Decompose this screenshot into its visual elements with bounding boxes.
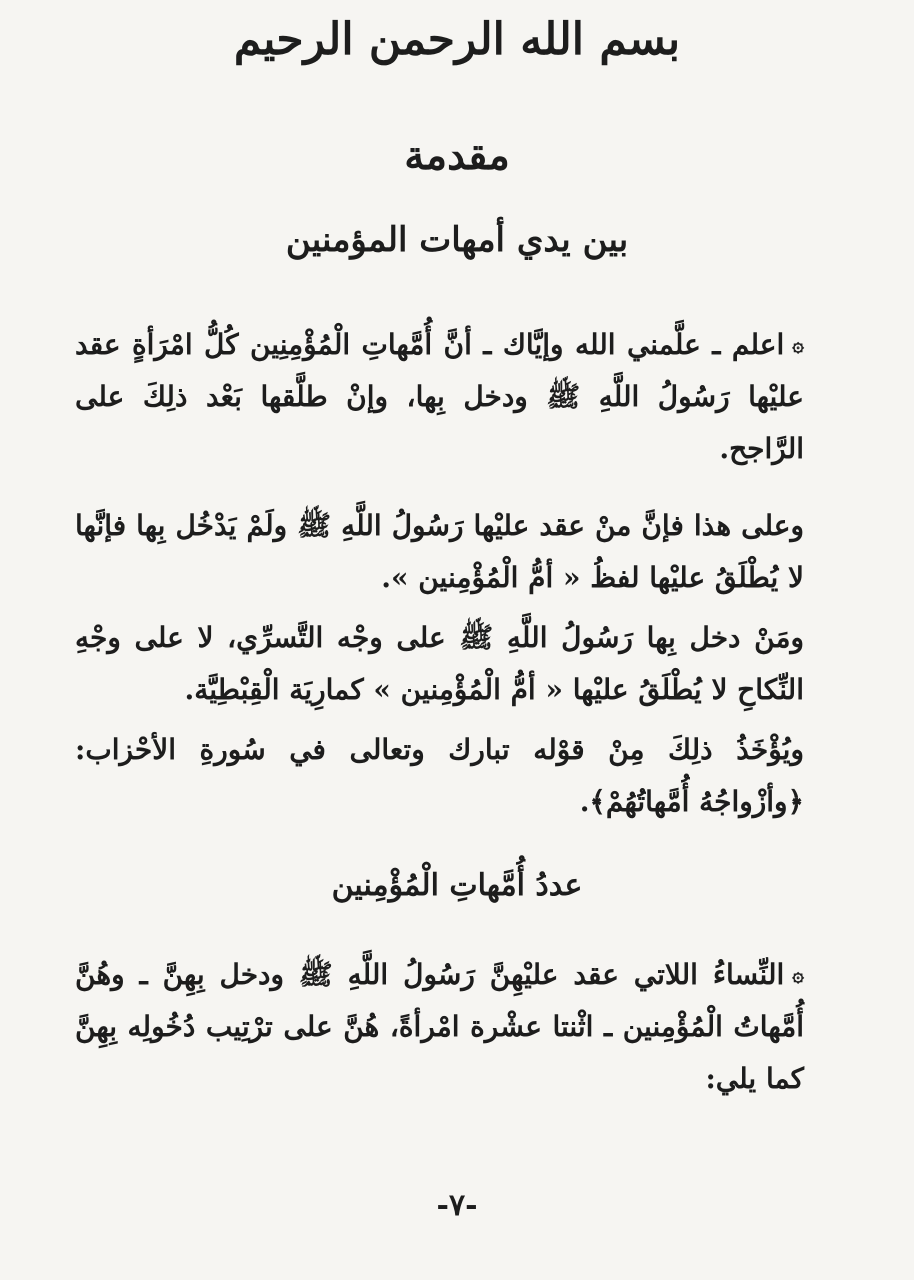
paragraph-count (75, 948, 804, 1105)
paragraph-quran-evidence: ويُؤْخَذُ ذلِكَ مِنْ قوْله تبارك وتعالى في سُورةِ الأحْزاب: ﴿وأزْواجُهُ أُمَّهاتُهُمْ﴾. (75, 733, 804, 818)
paragraph-marker-icon: ۞ (792, 962, 804, 986)
paragraph-text: اعلم ـ علَّمني الله وإيَّاك ـ أنَّ أُمَّهاتِ الْمُؤْمِنِين كُلُّ امْرَأةٍ عقد عليْها رَسُولُ اللَّهِ ﷺ ودخل بِها، وإنْ طلَّقها بَعْد ذلِكَ على الرَّاجح. (75, 328, 804, 465)
paragraph-concubine: ومَنْ دخل بِها رَسُولُ اللَّهِ ﷺ على وجْه التَّسرِّي، لا على وجْهِ النِّكاحِ لا يُطْلَقُ عليْها « أمُّ الْمُؤْمِنين » كمارِيَة الْقِبْطِيَّة. (75, 621, 804, 706)
introduction-title: مقدمة (404, 132, 510, 179)
section-title-number-of-mothers: عددُ أُمَّهاتِ الْمُؤْمِنين (331, 868, 583, 903)
section-title-mothers-of-believers: بين يدي أمهات المؤمنين (285, 220, 629, 260)
paragraph-marker-icon: ۞ (792, 332, 805, 356)
paragraph-definition (75, 318, 804, 475)
page-number: -٧- (436, 1188, 478, 1223)
paragraph-unconsummated: وعلى هذا فإنَّ منْ عقد عليْها رَسُولُ اللَّهِ ﷺ ولَمْ يَدْخُل بِها فإنَّها لا يُطْلَقُ عليْها لفظُ « أمُّ الْمُؤْمِنين ». (75, 509, 804, 594)
paragraph-text: النِّساءُ اللاتي عقد عليْهِنَّ رَسُولُ اللَّهِ ﷺ ودخل بِهِنَّ ـ وهُنَّ أُمَّهاتُ الْمُؤْمِنين ـ اثْنتا عشْرة امْرأةً، هُنَّ على ترْتِيب دُخُولِه بِهِنَّ كما يلي: (75, 958, 804, 1095)
basmala-heading: بسم الله الرحمن الرحيم (233, 14, 681, 65)
